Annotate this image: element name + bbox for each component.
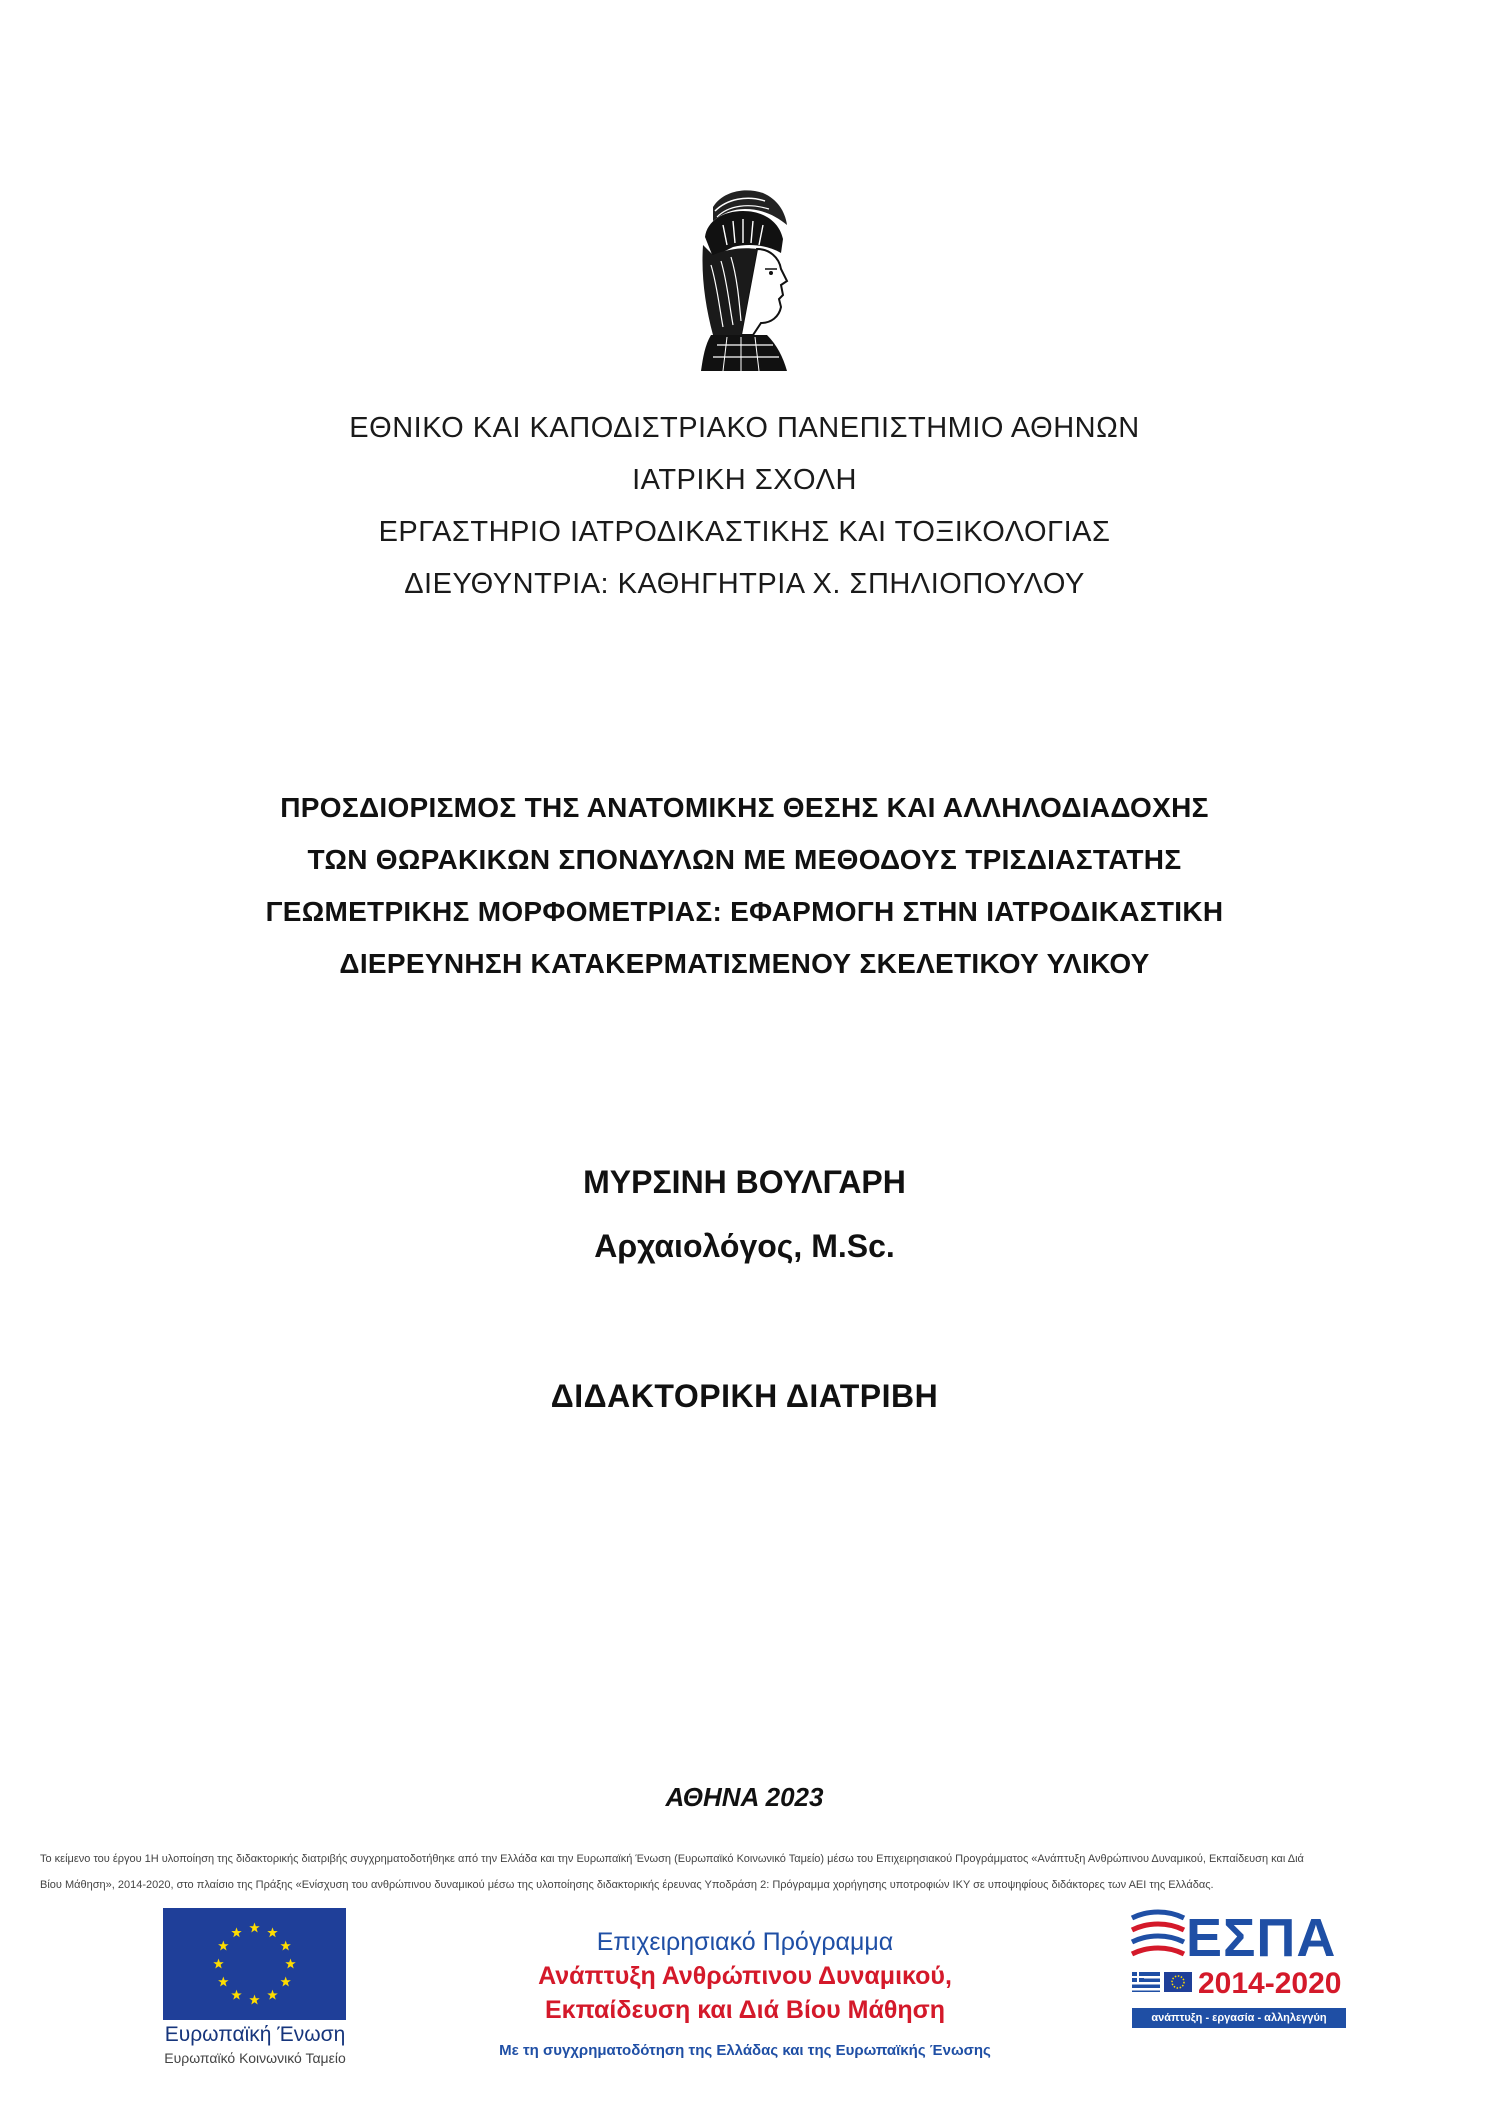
eu-flag-icon [163, 1908, 346, 2020]
title-line: ΓΕΩΜΕΤΡΙΚΗΣ ΜΟΡΦΟΜΕΤΡΙΑΣ: ΕΦΑΡΜΟΓΗ ΣΤΗΝ ΙΑΤΡΟΔΙΚΑΣΤΙΚΗ [265, 896, 1224, 927]
title-line: ΔΙΕΡΕΥΝΗΣΗ ΚΑΤΑΚΕΡΜΑΤΙΣΜΕΝΟΥ ΣΚΕΛΕΤΙΚΟΥ ΥΛΙΚΟΥ [339, 948, 1150, 979]
operational-programme-line: Ανάπτυξη Ανθρώπινου Δυναμικού, [538, 1962, 952, 1990]
athena-head-crest [683, 185, 805, 371]
eu-name: Ευρωπαϊκή Ένωση [164, 2023, 346, 2046]
university-name: ΕΘΝΙΚΟ ΚΑΙ ΚΑΠΟΔΙΣΤΡΙΑΚΟ ΠΑΝΕΠΙΣΤΗΜΙΟ ΑΘΗΝΩΝ [349, 412, 1140, 444]
cofinancing-note: Με τη συγχρηματοδότηση της Ελλάδας και της Ευρωπαϊκής Ένωσης [499, 2042, 991, 2059]
title-line: ΤΩΝ ΘΩΡΑΚΙΚΩΝ ΣΠΟΝΔΥΛΩΝ ΜΕ ΜΕΘΟΔΟΥΣ ΤΡΙΣΔΙΑΣΤΑΤΗΣ [307, 844, 1182, 875]
espa-slogan: ανάπτυξη - εργασία - αλληλεγγύη [1132, 2008, 1346, 2028]
institution-block [0, 402, 1489, 610]
author-name: ΜΥΡΣΙΝΗ ΒΟΥΛΓΑΡΗ [583, 1164, 906, 1200]
espa-years: 2014-2020 [1198, 1967, 1342, 2000]
document-type: ΔΙΔΑΚΤΟΡΙΚΗ ΔΙΑΤΡΙΒΗ [550, 1378, 939, 1414]
espa-word: ΕΣΠΑ [1186, 1908, 1337, 1968]
operational-programme-line: Εκπαίδευση και Διά Βίου Μάθηση [544, 1996, 946, 2024]
director-name: ΔΙΕΥΘΥΝΤΡΙΑ: ΚΑΘΗΓΗΤΡΙΑ Χ. ΣΠΗΛΙΟΠΟΥΛΟΥ [404, 568, 1085, 600]
school-name: ΙΑΤΡΙΚΗ ΣΧΟΛΗ [632, 464, 857, 496]
funding-notice-line: Βίου Μάθηση», 2014-2020, στο πλαίσιο της Πράξης «Ενίσχυση του ανθρώπινου δυναμικού μέσω της υλοποίησης διδακτορικής έρευνας Υποδράση 2: Πρόγραμμα χορήγησης υποτροφιών ΙΚΥ σε υποψηφίους διδάκτορες των ΑΕΙ της Ελλάδας. [40, 1879, 1214, 1891]
city-year: ΑΘΗΝΑ 2023 [665, 1782, 824, 1812]
laboratory-name: ΕΡΓΑΣΤΗΡΙΟ ΙΑΤΡΟΔΙΚΑΣΤΙΚΗΣ ΚΑΙ ΤΟΞΙΚΟΛΟΓΙΑΣ [378, 516, 1111, 548]
eu-fund-name: Ευρωπαϊκό Κοινωνικό Ταμείο [164, 2050, 346, 2066]
thesis-title [0, 782, 1489, 990]
funding-notice [40, 1846, 1480, 1898]
title-line: ΠΡΟΣΔΙΟΡΙΣΜΟΣ ΤΗΣ ΑΝΑΤΟΜΙΚΗΣ ΘΕΣΗΣ ΚΑΙ ΑΛΛΗΛΟΔΙΑΔΟΧΗΣ [280, 792, 1209, 823]
operational-programme-title: Επιχειρησιακό Πρόγραμμα [596, 1928, 894, 1956]
funding-notice-line: Το κείμενο του έργου 1Η υλοποίηση της διδακτορικής διατριβής συγχρηματοδοτήθηκε από την Ελλάδα και την Ευρωπαϊκή Ένωση (Ευρωπαϊκό Κοινωνικό Ταμείο) μέσω του Επιχειρησιακού Προγράμματος «Ανάπτυξη Ανθρώπινου Δυναμικού, Εκπαίδευση και Διά [40, 1853, 1304, 1865]
author-degree: Αρχαιολόγος, M.Sc. [594, 1228, 895, 1264]
